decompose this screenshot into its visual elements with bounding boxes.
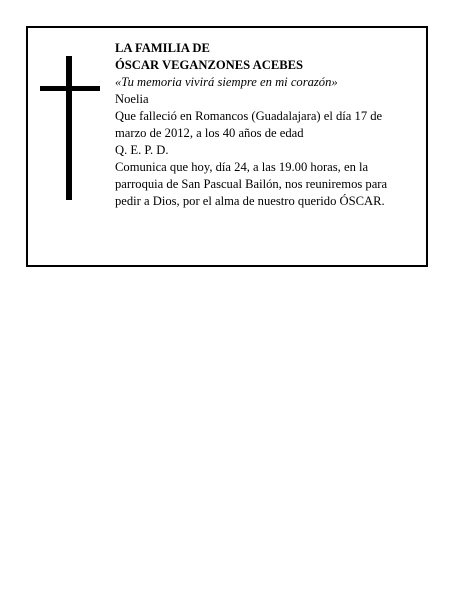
memorial-quote: «Tu memoria vivirá siempre en mi corazón»: [115, 75, 338, 89]
latin-cross-icon: [40, 56, 100, 200]
death-statement: Que falleció en Romancos (Guadalajara) el día 17 de marzo de 2012, a los 40 años de edad: [115, 109, 383, 140]
notice-text: [115, 40, 415, 210]
heading-family: LA FAMILIA DE: [115, 41, 210, 55]
cross-horizontal-bar: [40, 86, 100, 91]
cross-vertical-bar: [66, 56, 72, 200]
obituary-notice: [26, 26, 428, 267]
mass-announcement: Comunica que hoy, día 24, a las 19.00 horas, en la parroquia de San Pascual Bailón, nos reuniremos para pedir a Dios, por el alma de nuestro querido ÓSCAR.: [115, 160, 388, 208]
signer-name: Noelia: [115, 92, 149, 106]
rip-abbreviation: Q. E. P. D.: [115, 143, 169, 157]
heading-deceased-name: ÓSCAR VEGANZONES ACEBES: [115, 58, 304, 72]
